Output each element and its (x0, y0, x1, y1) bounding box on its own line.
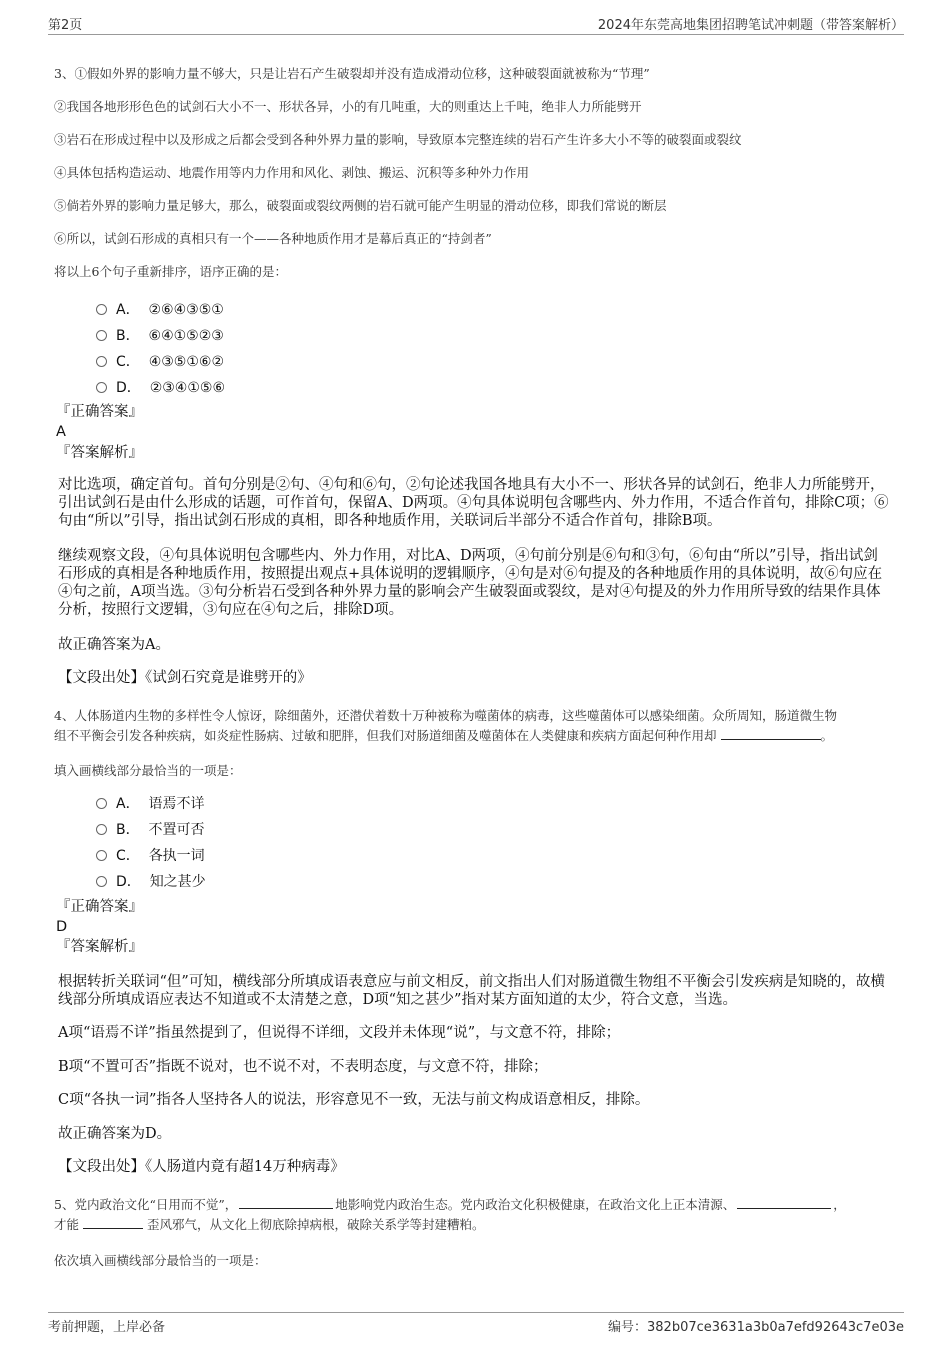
q3-option-c[interactable]: C． ④③⑤①⑥② (96, 351, 224, 371)
q4-answer: D (56, 919, 68, 935)
q3-source: 【文段出处】《试剑石究竟是谁劈开的》 (58, 670, 312, 686)
q3-line-3: ③岩石在形成过程中以及形成之后都会受到各种外界力量的影响，导致原本完整连续的岩石产生许多大小不等的破裂面或裂纹 (54, 132, 742, 147)
q4-analysis-label: 『答案解析』 (56, 939, 143, 955)
q3-option-b[interactable]: B． ⑥④①⑤②③ (96, 325, 224, 345)
answer-blank (239, 1196, 333, 1209)
q3-line-2: ②我国各地形形色色的试剑石大小不一、形状各异，小的有几吨重，大的则重达上千吨，绝非人力所能劈开 (54, 99, 642, 114)
q5-line-2: 才能 歪风邪气，从文化上彻底除掉病根，破除关系学等封建糟粕。 (54, 1217, 485, 1232)
radio-icon[interactable] (96, 304, 107, 315)
radio-icon[interactable] (96, 382, 107, 393)
q4-analysis-3: B项“不置可否”指既不说对，也不说不对，不表明态度，与文意不符，排除； (58, 1059, 548, 1075)
q4-answer-label: 『正确答案』 (56, 899, 143, 915)
q3-line-6: ⑥所以，试剑石形成的真相只有一个——各种地质作用才是幕后真正的“持剑者” (54, 231, 492, 246)
q4-option-b[interactable]: B． 不置可否 (96, 819, 205, 839)
page-number: 第2页 (48, 18, 83, 33)
q4-line-2: 组不平衡会引发各种疾病，如炎症性肠病、过敏和肥胖，但我们对肠道细菌及噬菌体在人类健康和疾病方面起何种作用却 。 (54, 728, 834, 743)
radio-icon[interactable] (96, 798, 107, 809)
q3-line-5: ⑤倘若外界的影响力量足够大，那么，破裂面或裂纹两侧的岩石就可能产生明显的滑动位移，即我们常说的断层 (54, 198, 667, 213)
q3-answer: A (56, 424, 66, 440)
page-header (48, 14, 904, 35)
q4-analysis-4: C项“各执一词”指各人坚持各人的说法，形容意见不一致，无法与前文构成语意相反，排除。 (58, 1092, 650, 1108)
q3-analysis-2: 继续观察文段，④句具体说明包含哪些内、外力作用，对比A、D两项，④句前分别是⑥句和③句，⑥句由“所以”引导，指出试剑石形成的真相是各种地质作用，按照提出观点+具体说明的逻辑顺序，④句是对⑥句提及的各种地质作用的具体说明，故⑥句应在④句之前，A项当选。③句分析岩石受到各种外界力量的影响会产生破裂面或裂纹，是对④句提及的外力作用所导致的结果作具体分析，按照行文逻辑，③句应在④句之后，排除D项。 (58, 548, 883, 618)
q4-option-c[interactable]: C． 各执一词 (96, 845, 205, 865)
answer-blank (737, 1196, 831, 1209)
document-code: 编号：382b07ce3631a3b0a7efd92643c7e03e (608, 1320, 904, 1335)
q4-analysis-5: 故正确答案为D。 (58, 1126, 172, 1142)
q4-option-d[interactable]: D． 知之甚少 (96, 871, 206, 891)
radio-icon[interactable] (96, 876, 107, 887)
radio-icon[interactable] (96, 824, 107, 835)
radio-icon[interactable] (96, 356, 107, 367)
q3-line-1: 3、①假如外界的影响力量不够大，只是让岩石产生破裂却并没有造成滑动位移，这种破裂面就被称为“节理” (54, 66, 650, 81)
radio-icon[interactable] (96, 850, 107, 861)
page-footer (48, 1312, 904, 1335)
q4-analysis-1: 根据转折关联词“但”可知，横线部分所填成语表意应与前文相反，前文指出人们对肠道微生物组不平衡会引发疾病是知晓的，故横线部分所填成语应表达不知道或不太清楚之意，D项“知之甚少”指对某方面知道的太少，符合文意，当选。 (58, 974, 885, 1008)
q5-line-1: 5、党内政治文化“日用而不觉”， 地影响党内政治生态。党内政治文化积极健康，在政治文化上正本清源、 ， (54, 1197, 846, 1212)
footer-slogan: 考前押题，上岸必备 (48, 1320, 166, 1335)
q3-analysis-3: 故正确答案为A。 (58, 637, 170, 653)
q3-prompt: 将以上6个句子重新排序，语序正确的是： (54, 264, 287, 279)
q4-prompt: 填入画横线部分最恰当的一项是： (54, 763, 242, 778)
q4-option-a[interactable]: A． 语焉不详 (96, 793, 204, 813)
answer-blank (721, 727, 821, 740)
answer-blank (83, 1216, 143, 1229)
q3-option-d[interactable]: D． ②③④①⑤⑥ (96, 377, 225, 397)
q4-line-1: 4、人体肠道内生物的多样性令人惊讶，除细菌外，还潜伏着数十万种被称为噬菌体的病毒，这些噬菌体可以感染细菌。众所周知，肠道微生物 (54, 708, 837, 723)
q4-analysis-2: A项“语焉不详”指虽然提到了，但说得不详细，文段并未体现“说”，与文意不符，排除； (58, 1025, 621, 1041)
q4-source: 【文段出处】《人肠道内竟有超14万种病毒》 (58, 1159, 345, 1175)
q5-prompt: 依次填入画横线部分最恰当的一项是： (54, 1253, 267, 1268)
document-title: 2024年东莞高地集团招聘笔试冲刺题（带答案解析） (597, 18, 904, 33)
radio-icon[interactable] (96, 330, 107, 341)
q3-option-a[interactable]: A． ②⑥④③⑤① (96, 299, 224, 319)
q3-answer-label: 『正确答案』 (56, 404, 143, 420)
q3-analysis-1: 对比选项，确定首句。首句分别是②句、④句和⑥句，②句论述我国各地具有大小不一、形状各异的试剑石，绝非人力所能劈开，引出试剑石是由什么形成的话题，可作首句，保留A、D两项。④句具体说明包含哪些内、外力作用，不适合作首句，排除C项；⑥句由“所以”引导，指出试剑石形成的真相，即各种地质作用，关联词后半部分不适合作首句，排除B项。 (58, 477, 889, 529)
q3-analysis-label: 『答案解析』 (56, 445, 143, 461)
q3-line-4: ④具体包括构造运动、地震作用等内力作用和风化、剥蚀、搬运、沉积等多种外力作用 (54, 165, 530, 180)
